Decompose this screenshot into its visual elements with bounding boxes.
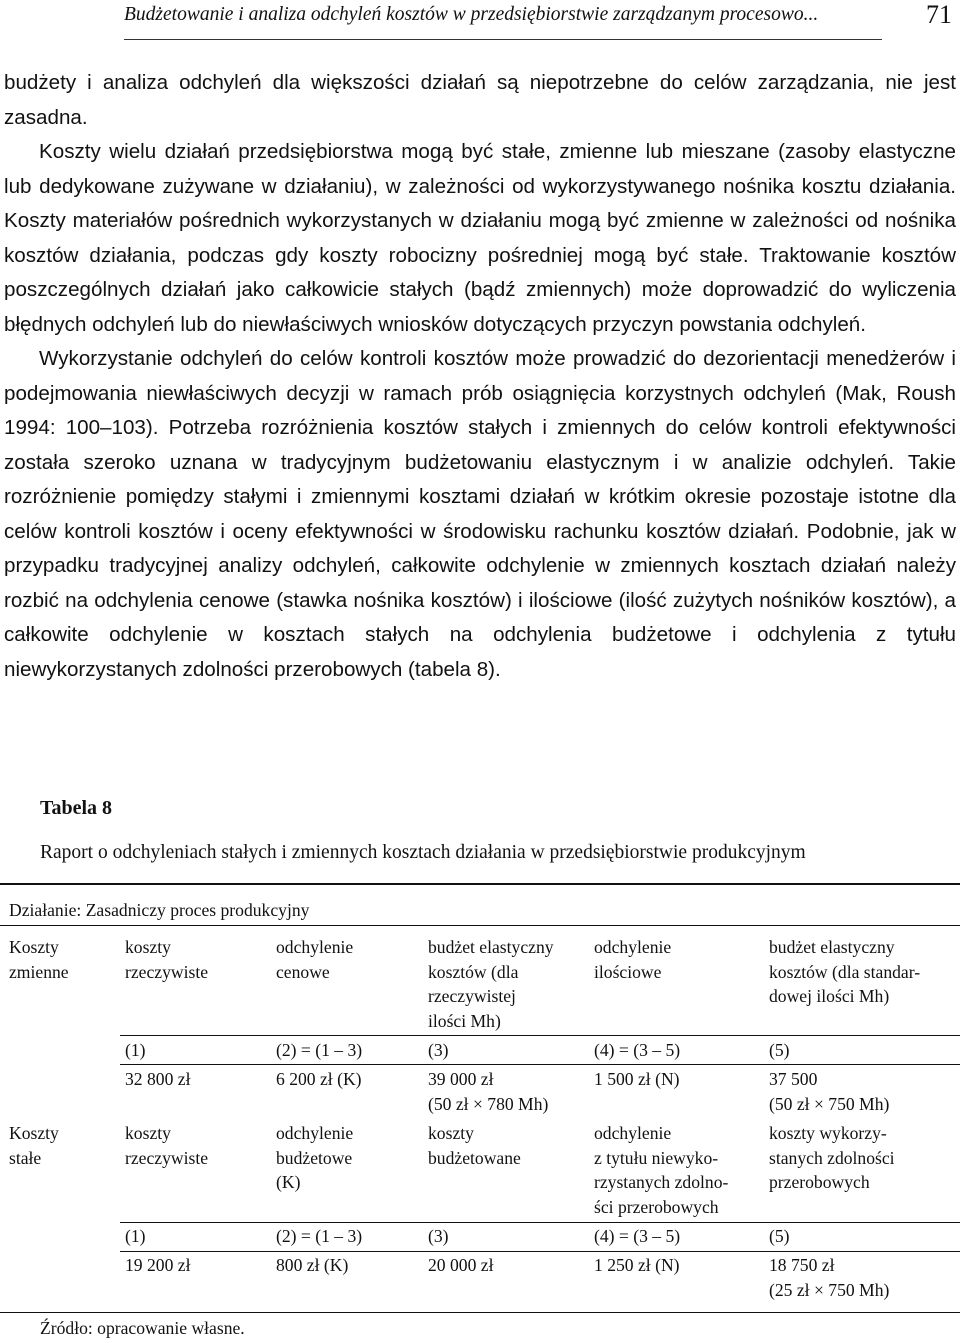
variable-value-flexible-budget-actual: 39 000 zł (50 zł × 780 Mh) [428,1069,549,1114]
variable-formula-3: (3) [428,1040,449,1060]
header-divider [124,39,882,40]
fixed-value-capacity-variance: 1 250 zł (N) [594,1255,680,1275]
fixed-formula-1: (1) [125,1226,146,1246]
variable-value-actual: 32 800 zł [125,1069,191,1089]
running-title: Budżetowanie i analiza odchyleń kosztów w przedsiębiorstwie zarządzanym procesowo... [124,4,819,25]
fixed-value-used-capacity: 18 750 zł (25 zł × 750 Mh) [769,1255,890,1300]
page-number: 71 [926,0,952,29]
fixed-formula-3: (3) [428,1226,449,1246]
table-label: Tabela 8 [40,797,113,819]
variable-formula-divider [120,1064,960,1065]
fixed-formula-divider [120,1251,960,1252]
body-text [4,66,956,687]
fixed-value-actual: 19 200 zł [125,1255,191,1275]
variable-header-flexible-budget-actual: budżet elastyczny kosztów (dla rzeczywistej ilości Mh) [428,937,554,1031]
fixed-header-budgeted: koszty budżetowane [428,1123,521,1168]
paragraph-1: budżety i analiza odchyleń dla większości działań są niepotrzebne do celów zarządzania, nie jest zasadna. [4,71,956,129]
table-top-rule [0,883,960,885]
variable-value-quantity-variance: 1 500 zł (N) [594,1069,680,1089]
table-bottom-rule [0,1312,960,1313]
variable-costs-label: Koszty zmienne [9,937,69,982]
variable-header-divider [120,1035,960,1036]
fixed-formula-4: (4) = (3 – 5) [594,1226,681,1246]
variable-value-flexible-budget-standard: 37 500 (50 zł × 750 Mh) [769,1069,890,1114]
table-caption: Raport o odchyleniach stałych i zmiennych kosztach działania w przedsiębiorstwie produkcyjnym [40,842,806,863]
fixed-header-used-capacity: koszty wykorzy- stanych zdolności przerobowych [769,1123,895,1192]
variable-formula-1: (1) [125,1040,146,1060]
fixed-header-capacity-variance: odchylenie z tytułu niewyko- rzystanych zdolno- ści przerobowych [594,1123,729,1217]
variable-value-price-variance: 6 200 zł (K) [276,1069,362,1089]
running-header [0,0,960,44]
variable-header-actual: koszty rzeczywiste [125,937,209,982]
fixed-header-divider [120,1222,960,1223]
variable-formula-5: (5) [769,1040,790,1060]
table-header-rule [0,925,960,926]
paragraph-2: Koszty wielu działań przedsiębiorstwa mogą być stałe, zmienne lub mieszane (zasoby elastyczne lub dedykowane zużywane w działaniu), w zależności od wykorzystywanego nośnika kosztu działania. Koszty materiałów pośrednich wykorzystanych w działaniu mogą być zmienne w zależności od nośnika kosztów działania, podczas gdy koszty robocizny pośredniej mogą być stałe. Traktowanie kosztów poszczególnych działań jako całkowicie stałych (bądź zmiennych) może doprowadzić do wyliczenia błędnych odchyleń lub do niewłaściwych wniosków dotyczących przyczyn powstania odchyleń. [4,140,956,336]
variable-formula-2: (2) = (1 – 3) [276,1040,363,1060]
fixed-formula-5: (5) [769,1226,790,1246]
paragraph-3: Wykorzystanie odchyleń do celów kontroli kosztów może prowadzić do dezorientacji menedżerów i podejmowania niewłaściwych decyzji w ramach prób osiągnięcia korzystnych odchyleń (Mak, Roush 1994: 100–103). Potrzeba rozróżnienia kosztów stałych i zmiennych do celów kontroli efektywności została szeroko uznana w tradycyjnym budżetowaniu elastycznym i w analizie odchyleń. Takie rozróżnienie pomiędzy stałymi i zmiennymi kosztami działań w krótkim okresie pozostaje istotne dla celów kontroli kosztów i oceny efektywności w środowisku rachunku kosztów działań. Podobnie, jak w przypadku tradycyjnej analizy odchyleń, całkowite odchylenie w zmiennych kosztach działań należy rozbić na odchylenia cenowe (stawka nośnika kosztów) i ilościowe (ilość zużytych nośników kosztów), a całkowite odchylenie w kosztach stałych na odchylenia budżetowe i odchylenia z tytułu niewykorzystanych zdolności przerobowych (tabela 8). [4,347,956,681]
fixed-header-actual: koszty rzeczywiste [125,1123,209,1168]
fixed-value-budget-variance: 800 zł (K) [276,1255,349,1275]
variable-header-price-variance: odchylenie cenowe [276,937,354,982]
fixed-value-budgeted: 20 000 zł [428,1255,494,1275]
fixed-formula-2: (2) = (1 – 3) [276,1226,363,1246]
table-source-note: Źródło: opracowanie własne. [40,1318,245,1338]
variable-formula-4: (4) = (3 – 5) [594,1040,681,1060]
fixed-costs-label: Koszty stałe [9,1123,59,1168]
fixed-header-budget-variance: odchylenie budżetowe (K) [276,1123,354,1192]
variable-header-quantity-variance: odchylenie ilościowe [594,937,672,982]
variable-header-flexible-budget-standard: budżet elastyczny kosztów (dla standar- dowej ilości Mh) [769,937,921,1006]
table-activity: Działanie: Zasadniczy proces produkcyjny [9,900,310,920]
